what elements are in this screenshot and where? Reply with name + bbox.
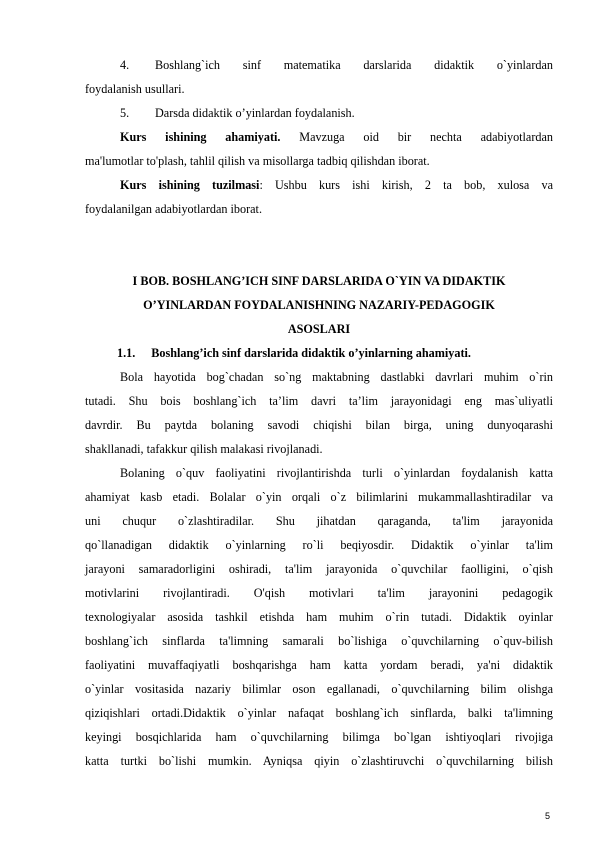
list-item-text: Darsda didaktik o’yinlardan foydalanish.	[155, 106, 355, 120]
kurs-tuzilmasi-label: Kurs ishining tuzilmasi	[120, 178, 260, 192]
paragraph-1-line: Bola hayotida bog`chadan so`ng maktabning dastlabki davrlari muhim o`rin	[120, 370, 553, 384]
paragraph-2-line: texnologiyalar asosida tashkil etishda ham muhim o`rin tutadi. Didaktik oyinlar	[85, 610, 553, 624]
list-item-number: 4.	[120, 58, 130, 72]
kurs-ahamiyati-label: Kurs ishining ahamiyati.	[120, 130, 281, 144]
section-title: Boshlang’ich sinf darslarida didaktik o’yinlarning ahamiyati.	[151, 346, 471, 360]
kurs-tuzilmasi-text: : Ushbu kurs ishi kirish, 2 ta bob, xulosa va	[259, 178, 553, 192]
kurs-ahamiyati-line	[120, 130, 553, 144]
kurs-tuzilmasi-text-continued: foydalanilgan adabiyotlardan iborat.	[85, 202, 262, 216]
paragraph-1-line: shakllanadi, tafakkur qilish malakasi rivojlanadi.	[85, 442, 323, 456]
chapter-title-line: I BOB. BOSHLANG’ICH SINF DARSLARIDA O`YIN VA DIDAKTIK	[132, 274, 506, 288]
kurs-ahamiyati-text: Mavzuga oid bir nechta adabiyotlardan	[299, 130, 553, 144]
chapter-title-line: O’YINLARDAN FOYDALANISHNING NAZARIY-PEDAGOGIK	[143, 298, 495, 312]
paragraph-2-line: qo`llanadigan didaktik o`yinlarning ro`li beqiyosdir. Didaktik o`yinlar ta'lim	[85, 538, 553, 552]
paragraph-2-line: jarayoni samaradorligini oshiradi, ta'lim jarayonida o`quvchilar faolligini, o`qish	[85, 562, 553, 576]
paragraph-2-line: o`yinlar vositasida nazariy bilimlar oson egallanadi, o`quvchilarning bilim olishga	[85, 682, 553, 696]
paragraph-2-line: boshlang`ich sinflarda ta'limning samarali bo`lishiga o`quvchilarning o`quv-bilish	[85, 634, 553, 648]
section-number: 1.1.	[117, 346, 136, 360]
list-item-number: 5.	[120, 106, 130, 120]
list-item-text: Boshlang`ich sinf matematika darslarida didaktik o`yinlardan	[155, 58, 553, 72]
paragraph-2-line: faoliyatini muvaffaqiyatli boshqarishga ham katta yordam beradi, ya'ni didaktik	[85, 658, 553, 672]
section-heading	[117, 346, 557, 361]
paragraph-2-line: qiziqishlari ortadi.Didaktik o`yinlar nafaqat boshlang`ich sinflarda, balki ta'limning	[85, 706, 553, 720]
paragraph-2-line: Bolaning o`quv faoliyatini rivojlantirishda turli o`yinlardan foydalanish katta	[120, 466, 553, 480]
paragraph-1-line: tutadi. Shu bois boshlang`ich ta’lim davri ta’lim jarayonidagi eng mas`uliyatli	[85, 394, 553, 408]
paragraph-1-line: davrdir. Bu paytda bolaning savodi chiqishi bilan birga, uning dunyoqarashi	[85, 418, 553, 432]
paragraph-2-line: katta turtki bo`lishi mumkin. Ayniqsa qiyin o`zlashtiruvchi o`quvchilarning bilish	[85, 754, 553, 768]
kurs-ahamiyati-text-continued: ma'lumotlar to'plash, tahlil qilish va misollarga tadbiq qilishdan iborat.	[85, 154, 430, 168]
paragraph-2-line: ahamiyat kasb etadi. Bolalar o`yin orqali o`z bilimlarini mukammallashtiradilar va	[85, 490, 553, 504]
paragraph-2-line: keyingi bosqichlarida ham o`quvchilarning bilimga bo`lgan ishtiyoqlari rivojiga	[85, 730, 553, 744]
chapter-title-line: ASOSLARI	[287, 322, 351, 336]
list-item-text-continued: foydalanish usullari.	[85, 82, 185, 96]
page-number: 5	[545, 811, 551, 821]
kurs-tuzilmasi-line	[120, 178, 553, 192]
paragraph-2-line: motivlarini rivojlantiradi. O'qish motivlari ta'lim jarayonini pedagogik	[85, 586, 553, 600]
paragraph-2-line: uni chuqur o`zlashtiradilar. Shu jihatdan qaraganda, ta'lim jarayonida	[85, 514, 553, 528]
